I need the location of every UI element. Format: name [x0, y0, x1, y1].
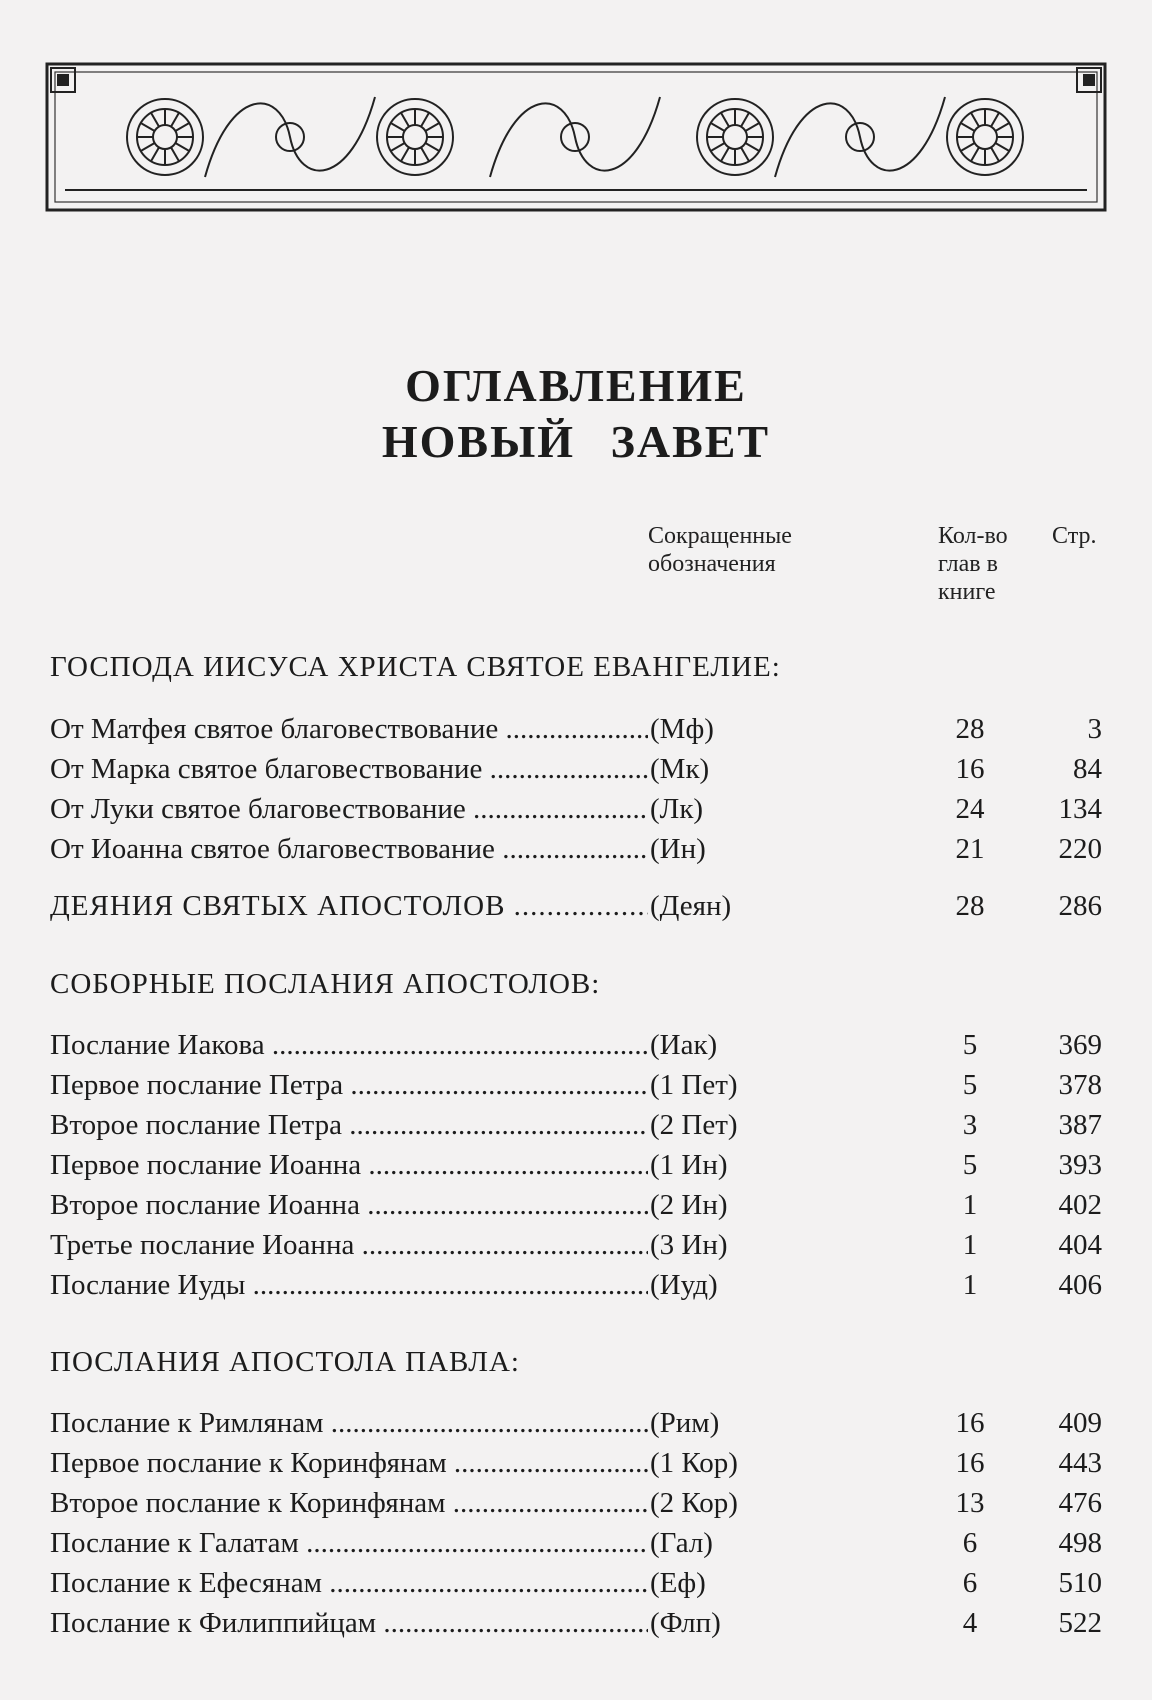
book-name: Послание Иакова ..... [50, 1025, 650, 1065]
book-name: Послание к Филиппийцам ..... [50, 1603, 650, 1643]
page-number: 409 [1058, 1407, 1102, 1439]
book-abbr: (3 Ин) [648, 1225, 728, 1265]
book-abbr: (Рим) [648, 1403, 719, 1443]
chapter-count: 16 [955, 1447, 985, 1479]
page-number: 387 [1058, 1109, 1102, 1141]
book-name: ДЕЯНИЯ СВЯТЫХ АПОСТОЛОВ ..... [50, 886, 650, 926]
page-number: 406 [1058, 1269, 1102, 1301]
chapter-count: 28 [955, 713, 985, 745]
page-number: 286 [1058, 890, 1102, 922]
toc-row[interactable] [50, 1265, 1102, 1305]
page-number: 476 [1058, 1487, 1102, 1519]
page-number: 3 [1087, 713, 1102, 745]
toc-row[interactable] [50, 829, 1102, 869]
chapter-count: 3 [962, 1109, 978, 1141]
book-abbr: (Деян) [648, 886, 731, 926]
page-subtitle: НОВЫЙ ЗАВЕТ [381, 416, 771, 467]
toc-row[interactable] [50, 1105, 1102, 1145]
toc-row[interactable] [50, 789, 1102, 829]
chapter-count: 28 [955, 890, 985, 922]
page-number: 378 [1058, 1069, 1102, 1101]
page-number: 498 [1058, 1527, 1102, 1559]
section-heading-catholic-epistles: СОБОРНЫЕ ПОСЛАНИЯ АПОСТОЛОВ: [50, 968, 601, 1000]
page-number: 404 [1058, 1229, 1102, 1261]
toc-row[interactable] [50, 1523, 1102, 1563]
book-abbr: (Мк) [648, 749, 709, 789]
book-abbr: (2 Кор) [648, 1483, 738, 1523]
toc-row[interactable] [50, 749, 1102, 789]
chapter-count: 1 [962, 1229, 978, 1261]
toc-row[interactable] [50, 1563, 1102, 1603]
page-number: 510 [1058, 1567, 1102, 1599]
page-title: ОГЛАВЛЕНИЕ [405, 360, 747, 411]
page-number: 402 [1058, 1189, 1102, 1221]
chapter-count: 21 [955, 833, 985, 865]
book-name: Послание к Галатам ..... [50, 1523, 650, 1563]
book-name: От Марка святое благовествование ..... [50, 749, 650, 789]
toc-row[interactable] [50, 1025, 1102, 1065]
book-abbr: (Лк) [648, 789, 703, 829]
book-abbr: (Иуд) [648, 1265, 718, 1305]
page-number: 443 [1058, 1447, 1102, 1479]
book-abbr: (1 Ин) [648, 1145, 728, 1185]
book-name: От Луки святое благовествование ..... [50, 789, 650, 829]
toc-row[interactable] [50, 1065, 1102, 1105]
toc-row[interactable] [50, 1443, 1102, 1483]
page-number: 369 [1058, 1029, 1102, 1061]
toc-row[interactable] [50, 1403, 1102, 1443]
page-number: 522 [1058, 1607, 1102, 1639]
toc-row[interactable] [50, 1483, 1102, 1523]
toc-row[interactable] [50, 709, 1102, 749]
book-abbr: (2 Ин) [648, 1185, 728, 1225]
book-abbr: (Гал) [648, 1523, 713, 1563]
chapter-count: 16 [955, 1407, 985, 1439]
book-abbr: (1 Кор) [648, 1443, 738, 1483]
book-abbr: (Ин) [648, 829, 706, 869]
book-name: Первое послание Петра ..... [50, 1065, 650, 1105]
chapter-count: 13 [955, 1487, 985, 1519]
chapter-count: 6 [962, 1527, 978, 1559]
column-header-page: Стр. [1052, 523, 1097, 549]
chapter-count: 5 [962, 1029, 978, 1061]
section-heading-pauline-epistles: ПОСЛАНИЯ АПОСТОЛА ПАВЛА: [50, 1346, 520, 1378]
page-number: 220 [1058, 833, 1102, 865]
book-name: Послание к Римлянам ..... [50, 1403, 650, 1443]
book-name: Второе послание Петра ..... [50, 1105, 650, 1145]
book-abbr: (Флп) [648, 1603, 721, 1643]
book-name: Третье послание Иоанна ..... [50, 1225, 650, 1265]
book-abbr: (1 Пет) [648, 1065, 738, 1105]
book-name: От Иоанна святое благовествование ..... [50, 829, 650, 869]
book-name: Послание к Ефесянам ..... [50, 1563, 650, 1603]
chapter-count: 1 [962, 1189, 978, 1221]
chapter-count: 1 [962, 1269, 978, 1301]
book-abbr: (Иак) [648, 1025, 717, 1065]
chapter-count: 5 [962, 1069, 978, 1101]
chapter-count: 24 [955, 793, 985, 825]
book-name: Второе послание Иоанна ..... [50, 1185, 650, 1225]
toc-row-acts[interactable] [50, 886, 1102, 926]
book-name: Второе послание к Коринфянам ..... [50, 1483, 650, 1523]
page-number: 393 [1058, 1149, 1102, 1181]
toc-row[interactable] [50, 1225, 1102, 1265]
book-name: Послание Иуды ..... [50, 1265, 650, 1305]
toc-row[interactable] [50, 1603, 1102, 1643]
book-name: От Матфея святое благовествование ..... [50, 709, 650, 749]
chapter-count: 4 [962, 1607, 978, 1639]
page-number: 134 [1058, 793, 1102, 825]
column-header-chapter-count: Кол-во глав в книге [938, 523, 1008, 605]
book-name: Первое послание к Коринфянам ..... [50, 1443, 650, 1483]
toc-row[interactable] [50, 1185, 1102, 1225]
book-name: Первое послание Иоанна ..... [50, 1145, 650, 1185]
chapter-count: 16 [955, 753, 985, 785]
book-abbr: (Еф) [648, 1563, 706, 1603]
page-number: 84 [1073, 753, 1102, 785]
chapter-count: 6 [962, 1567, 978, 1599]
book-abbr: (Мф) [648, 709, 714, 749]
column-header-abbreviations: Сокращенные обозначения [648, 523, 792, 577]
ornament-border-icon [45, 62, 1107, 212]
section-heading-gospels: ГОСПОДА ИИСУСА ХРИСТА СВЯТОЕ ЕВАНГЕЛИЕ: [50, 651, 781, 683]
book-abbr: (2 Пет) [648, 1105, 738, 1145]
toc-row[interactable] [50, 1145, 1102, 1185]
chapter-count: 5 [962, 1149, 978, 1181]
